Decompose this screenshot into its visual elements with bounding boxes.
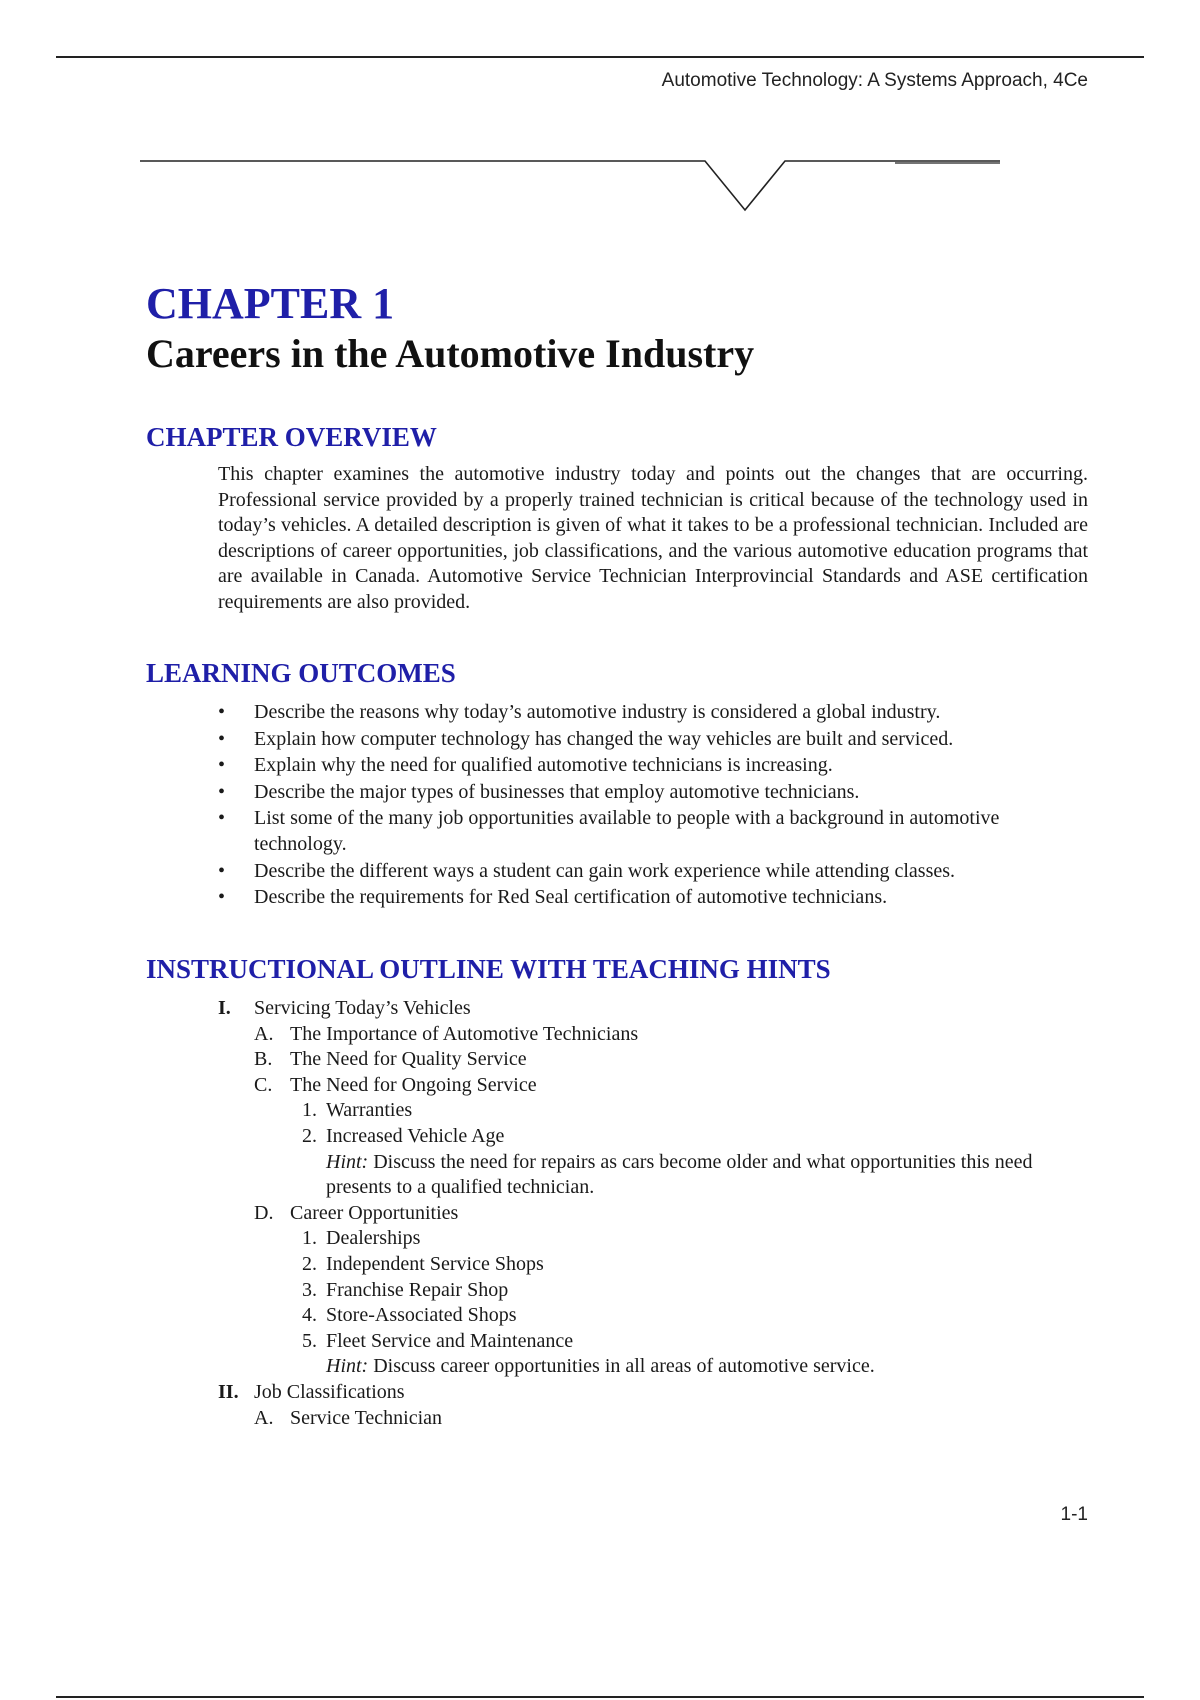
- outline-section-label: Job Classifications: [254, 1380, 405, 1403]
- outcome-text: Describe the major types of businesses that employ automotive technicians.: [254, 780, 860, 803]
- outline-subsection-label: The Need for Quality Service: [290, 1048, 527, 1071]
- outcome-item: [218, 753, 1088, 779]
- outcome-text: Describe the requirements for Red Seal certification of automotive technicians.: [254, 886, 888, 909]
- outline-section-label: Servicing Today’s Vehicles: [254, 997, 471, 1019]
- outline-subsection-label: Service Technician: [290, 1406, 443, 1429]
- top-rule: [56, 56, 1144, 58]
- overview-heading: CHAPTER OVERVIEW: [146, 422, 437, 452]
- running-header: Automotive Technology: A Systems Approach, 4Ce: [661, 70, 1088, 91]
- outline-letter: D.: [254, 1201, 274, 1224]
- outline-item-label: Fleet Service and Maintenance: [326, 1329, 574, 1352]
- outcome-item: [218, 885, 1088, 911]
- outcomes-heading: LEARNING OUTCOMES: [146, 658, 456, 688]
- bullet-icon: •: [218, 727, 226, 750]
- outcome-item: [218, 700, 1088, 726]
- outline-letter: B.: [254, 1048, 273, 1071]
- outline-item-label: Store-Associated Shops: [326, 1304, 517, 1327]
- outcome-item: [218, 859, 1088, 885]
- outline-item-number: 1.: [302, 1099, 317, 1122]
- outline-item: [218, 1303, 1098, 1329]
- bullet-icon: •: [218, 807, 226, 830]
- outline-item-number: 2.: [302, 1252, 317, 1275]
- bullet-icon: •: [218, 701, 226, 723]
- page-number: 1-1: [1060, 1504, 1088, 1525]
- chapter-number: CHAPTER 1: [146, 279, 395, 328]
- chapter-divider: [140, 160, 1090, 216]
- outline-subsection: [218, 1022, 1098, 1048]
- outcome-item: [218, 727, 1088, 753]
- outcome-text: Describe the different ways a student can gain work experience while attending classes.: [254, 859, 956, 882]
- outline-roman-numeral: I.: [218, 997, 231, 1019]
- outline-item-number: 3.: [302, 1278, 317, 1301]
- outcome-text: List some of the many job opportunities available to people with a background in automotive technology.: [254, 807, 1000, 855]
- outline-item-number: 4.: [302, 1304, 317, 1327]
- outcomes-list: [218, 700, 1088, 912]
- divider-line-chevron: [140, 161, 1000, 210]
- outcome-item: [218, 780, 1088, 806]
- bottom-rule: [56, 1696, 1144, 1698]
- teaching-hint: [218, 1354, 1096, 1380]
- outline-subsection: [218, 1047, 1098, 1073]
- outline-subsection: [218, 1406, 1098, 1432]
- outline-item-label: Franchise Repair Shop: [326, 1278, 509, 1301]
- outline-item: [218, 1124, 1098, 1150]
- outline-item-number: 5.: [302, 1329, 317, 1352]
- outline-section: [218, 1380, 1098, 1406]
- outline-roman-numeral: II.: [218, 1380, 239, 1403]
- outline-item: [218, 1098, 1098, 1124]
- outline-letter: C.: [254, 1073, 273, 1096]
- teaching-hint: [218, 1150, 1096, 1201]
- instructional-outline: [218, 996, 1098, 1431]
- outline-item-label: Dealerships: [326, 1227, 421, 1250]
- bullet-icon: •: [218, 754, 226, 777]
- outline-heading: INSTRUCTIONAL OUTLINE WITH TEACHING HINTS: [146, 954, 831, 984]
- outline-item: [218, 1278, 1098, 1304]
- outline-item-label: Increased Vehicle Age: [326, 1124, 505, 1147]
- outline-subsection-label: The Need for Ongoing Service: [290, 1073, 537, 1096]
- outline-subsection-label: Career Opportunities: [290, 1201, 459, 1224]
- hint-label: Hint:: [326, 1355, 369, 1378]
- hint-label: Hint:: [326, 1150, 369, 1173]
- outline-section: [218, 996, 1098, 1022]
- bullet-icon: •: [218, 859, 226, 882]
- outcome-text: Explain why the need for qualified automotive technicians is increasing.: [254, 754, 833, 777]
- outline-item: [218, 1226, 1098, 1252]
- outline-item: [218, 1329, 1098, 1355]
- outline-subsection: [218, 1201, 1098, 1227]
- outline-item-label: Independent Service Shops: [326, 1252, 544, 1275]
- outcome-item: [218, 806, 1088, 857]
- bullet-icon: •: [218, 780, 226, 803]
- outline-item-label: Warranties: [326, 1099, 413, 1122]
- outcome-text: Describe the reasons why today’s automotive industry is considered a global industry.: [254, 701, 941, 723]
- outline-letter: A.: [254, 1022, 274, 1045]
- outline-item-number: 2.: [302, 1124, 317, 1147]
- outline-letter: A.: [254, 1406, 274, 1429]
- outline-subsection: [218, 1073, 1098, 1099]
- hint-text: Discuss the need for repairs as cars become older and what opportunities this need presents to a qualified technician.: [326, 1150, 1033, 1199]
- overview-paragraph: This chapter examines the automotive industry today and points out the changes that are occurring. Professional service provided by a properly trained technician is critical because of the technology used in today’s vehicles. A detailed description is given of what it takes to be a professional technician. Included are descriptions of career opportunities, job classifications, and the various automotive education programs that are available in Canada. Automotive Service Technician Interprovincial Standards and ASE certification requirements are also provided.: [218, 463, 1088, 613]
- outcome-text: Explain how computer technology has changed the way vehicles are built and serviced.: [254, 727, 954, 750]
- chapter-title: Careers in the Automotive Industry: [146, 331, 755, 376]
- hint-text: Discuss career opportunities in all areas of automotive service.: [373, 1355, 875, 1378]
- outline-subsection-label: The Importance of Automotive Technicians: [290, 1022, 639, 1045]
- outline-item-number: 1.: [302, 1227, 317, 1250]
- bullet-icon: •: [218, 886, 226, 909]
- outline-item: [218, 1252, 1098, 1278]
